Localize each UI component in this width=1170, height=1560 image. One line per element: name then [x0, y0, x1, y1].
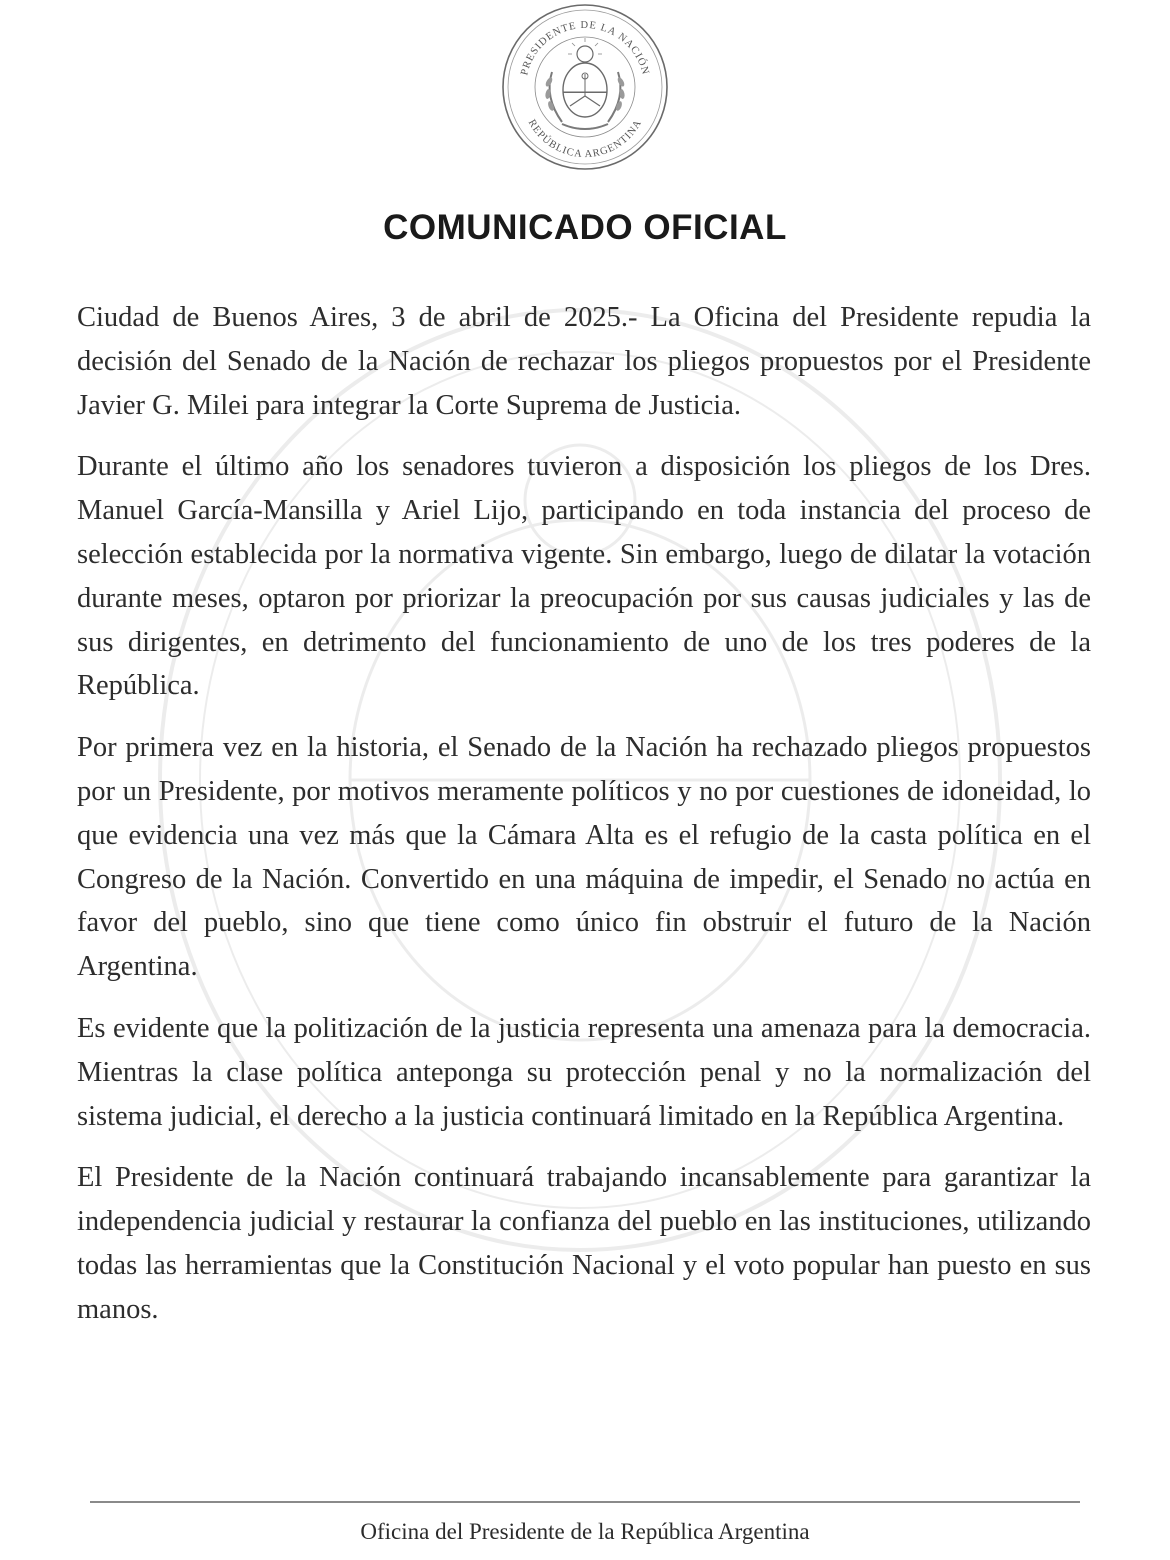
paragraph-1: Ciudad de Buenos Aires, 3 de abril de 2025.- La Oficina del Presidente repudia la decisión del Senado de la Nación de rechazar los pliegos propuestos por el Presidente Javier G. Milei para integrar la Corte Suprema de Justicia. [77, 302, 1091, 421]
paragraph-5: El Presidente de la Nación continuará trabajando incansablemente para garantizar la independencia judicial y restaurar la confianza del pueblo en las instituciones, utilizando todas las herramientas que la Constitución Nacional y el voto popular han puesto en sus manos. [77, 1162, 1091, 1325]
paragraph-4: Es evidente que la politización de la justicia representa una amenaza para la democracia. Mientras la clase política anteponga su protección penal y no la normalización del sistema judicial, el derecho a la justicia continuará limitado en la República Argentina. [77, 1012, 1091, 1132]
paragraph-2: Durante el último año los senadores tuvieron a disposición los pliegos de los Dres. Manuel García-Mansilla y Ariel Lijo, participando en toda instancia del proceso de selección establecida por la normativa vigente. Sin embargo, luego de dilatar la votación durante meses, optaron por priorizar la preocupación por sus causas judiciales y las de sus dirigentes, en detrimento del funcionamiento de uno de los tres poderes de la República. [77, 451, 1091, 702]
seal-top-text: PRESIDENTE DE LA NACIÓN [519, 20, 651, 77]
presidential-seal-icon [500, 2, 670, 172]
footer-office-name: Oficina del Presidente de la República Argentina [360, 1519, 810, 1544]
document-body [77, 296, 1091, 1350]
paragraph-3: Por primera vez en la historia, el Senado de la Nación ha rechazado pliegos propuestos por un Presidente, por motivos meramente políticos y no por cuestiones de idoneidad, lo que evidencia una vez más que la Cámara Alta es el refugio de la casta política en el Congreso de la Nación. Convertido en una máquina de impedir, el Senado no actúa en favor del pueblo, sino que tiene como único fin obstruir el futuro de la Nación Argentina. [77, 732, 1091, 983]
seal-bottom-text: REPÚBLICA ARGENTINA [525, 117, 645, 161]
document-title: COMUNICADO OFICIAL [383, 208, 787, 247]
footer-divider [90, 1501, 1080, 1503]
